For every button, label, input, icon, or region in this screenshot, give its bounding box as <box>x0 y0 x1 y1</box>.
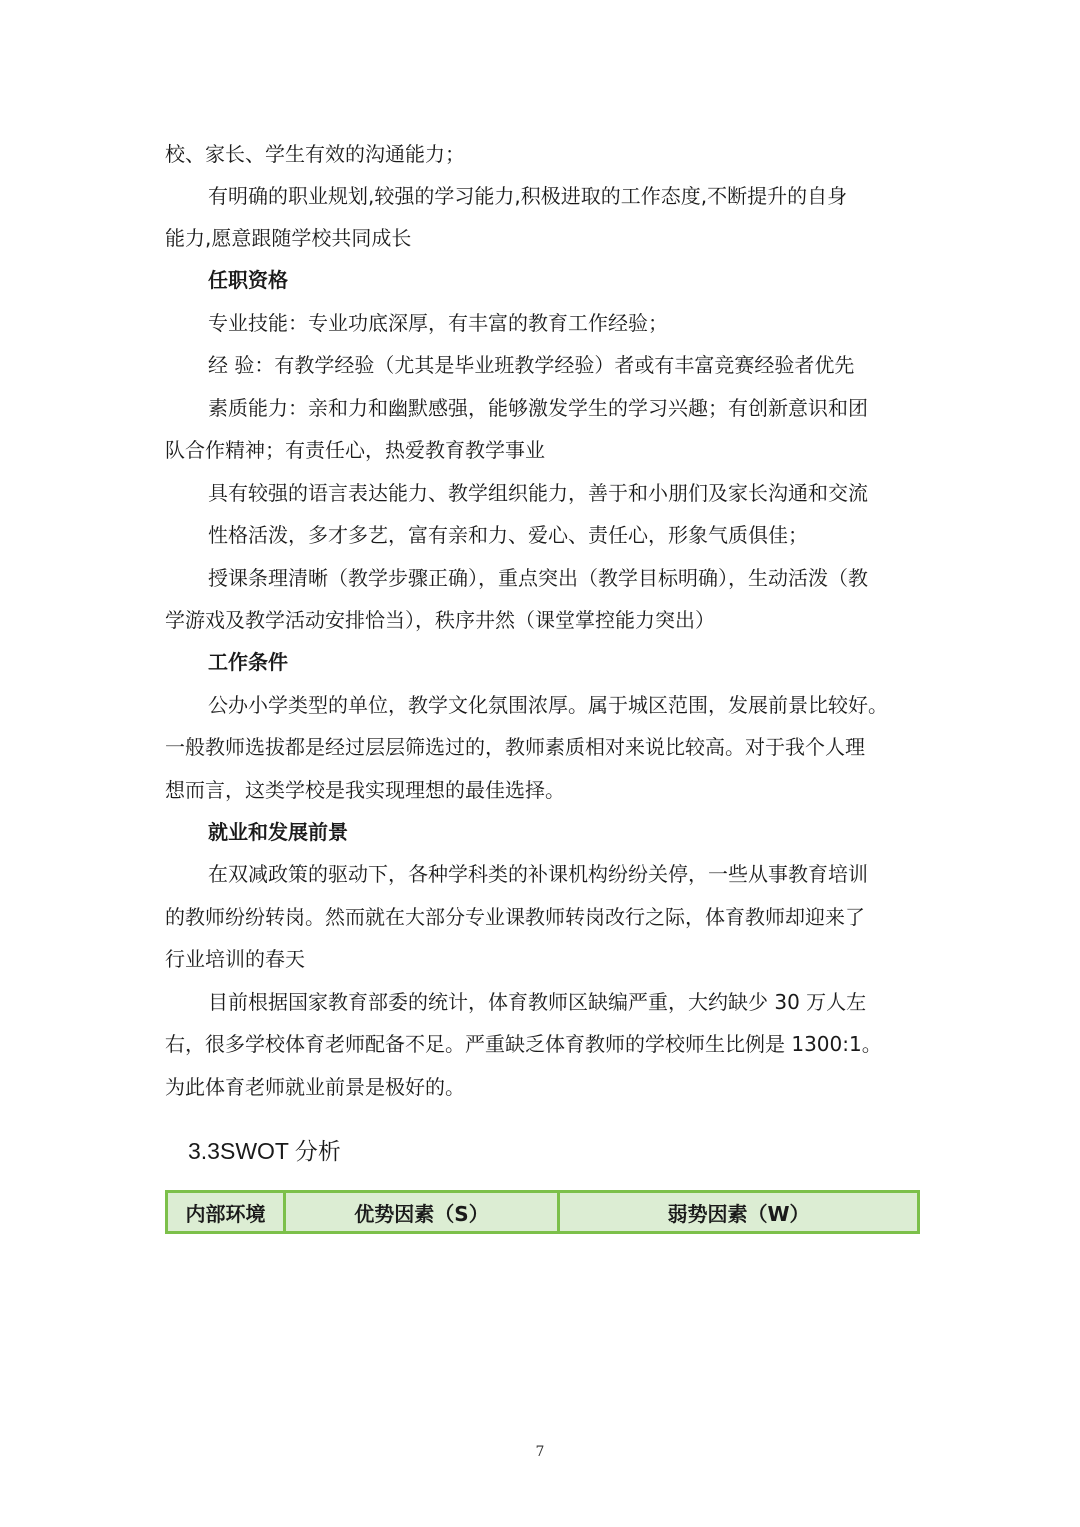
body-line: 学游戏及教学活动安排恰当），秩序井然（课堂掌控能力突出） <box>165 608 715 632</box>
body-line: 经 验：有教学经验（尤其是毕业班教学经验）者或有丰富竞赛经验者优先 <box>208 353 855 377</box>
body-line: 素质能力：亲和力和幽默感强，能够激发学生的学习兴趣；有创新意识和团 <box>208 396 868 420</box>
section-title-swot: 3.3SWOT 分析 <box>188 1138 341 1164</box>
section-heading-prospects: 就业和发展前景 <box>208 820 348 844</box>
page-number: 7 <box>535 1444 545 1460</box>
body-line: 有明确的职业规划,较强的学习能力,积极进取的工作态度,不断提升的自身 <box>208 184 848 208</box>
table-header-row <box>167 1192 919 1233</box>
body-line: 为此体育老师就业前景是极好的。 <box>165 1075 465 1099</box>
body-line: 行业培训的春天 <box>165 947 305 971</box>
swot-weaknesses-cell: 弱势因素（W） <box>559 1192 919 1233</box>
body-line: 能力,愿意跟随学校共同成长 <box>165 226 412 250</box>
body-line: 目前根据国家教育部委的统计，体育教师区缺编严重，大约缺少 30 万人左 <box>208 990 867 1014</box>
swot-strengths-cell: 优势因素（S） <box>285 1192 559 1233</box>
swot-internal-env-cell: 内部环境 <box>167 1192 285 1233</box>
body-line: 在双减政策的驱动下，各种学科类的补课机构纷纷关停，一些从事教育培训 <box>208 862 868 886</box>
body-line: 一般教师选拔都是经过层层筛选过的，教师素质相对来说比较高。对于我个人理 <box>165 735 865 759</box>
section-heading-conditions: 工作条件 <box>208 650 288 674</box>
body-line: 队合作精神；有责任心，热爱教育教学事业 <box>165 438 545 462</box>
body-line: 专业技能：专业功底深厚，有丰富的教育工作经验； <box>208 311 668 335</box>
body-line: 想而言，这类学校是我实现理想的最佳选择。 <box>165 778 565 802</box>
body-line: 性格活泼，多才多艺，富有亲和力、爱心、责任心，形象气质俱佳； <box>208 523 808 547</box>
body-line: 的教师纷纷转岗。然而就在大部分专业课教师转岗改行之际，体育教师却迎来了 <box>165 905 865 929</box>
body-line: 授课条理清晰（教学步骤正确），重点突出（教学目标明确），生动活泼（教 <box>208 566 868 590</box>
body-line: 校、家长、学生有效的沟通能力； <box>165 142 465 166</box>
body-line: 具有较强的语言表达能力、教学组织能力，善于和小朋们及家长沟通和交流 <box>208 481 868 505</box>
section-heading-qualifications: 任职资格 <box>208 268 288 292</box>
body-line: 右，很多学校体育老师配备不足。严重缺乏体育教师的学校师生比例是 1300:1。 <box>165 1032 882 1056</box>
swot-table <box>165 1190 920 1234</box>
body-line: 公办小学类型的单位，教学文化氛围浓厚。属于城区范围，发展前景比较好。 <box>208 693 888 717</box>
